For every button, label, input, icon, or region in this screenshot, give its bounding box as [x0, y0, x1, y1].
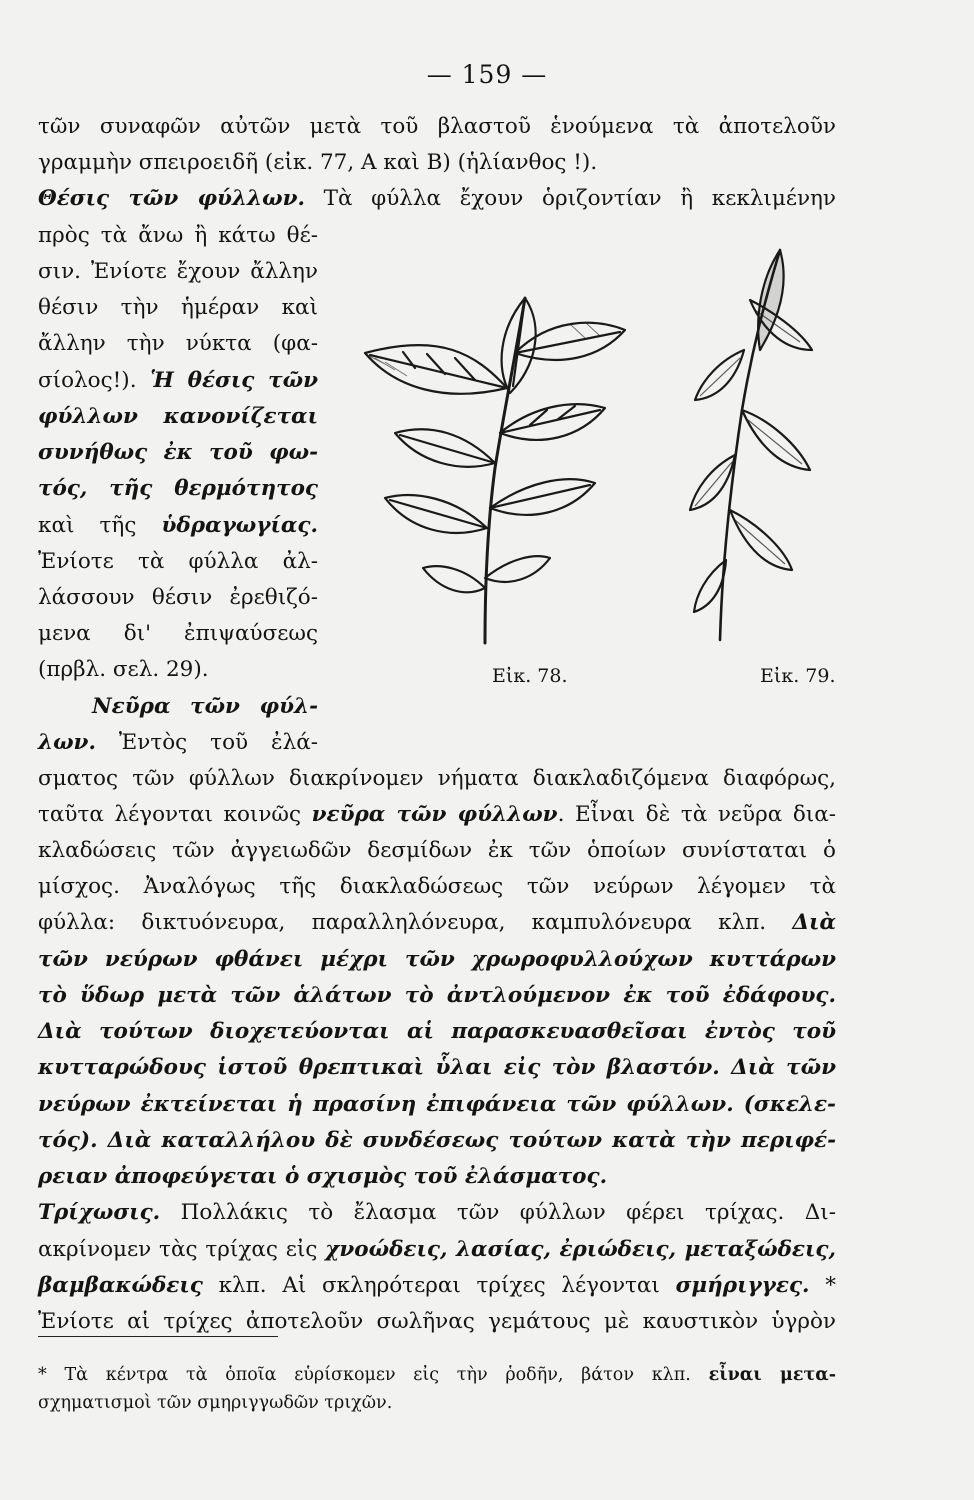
text-span: (πρβλ. σελ. 29).: [38, 657, 209, 682]
text-line: [38, 1198, 836, 1228]
text-line: [38, 474, 318, 504]
figure-79-narrow-branch: [680, 240, 830, 645]
text-span: τός). Διὰ καταλλήλου δὲ συνδέσεως τούτων κατὰ τὴν περιφέ-: [38, 1128, 836, 1153]
text-line: [38, 257, 318, 287]
figure-78-caption: Εἰκ. 78.: [492, 665, 568, 687]
text-span: ἄλλην τὴν νύκτα (φα-: [38, 331, 318, 356]
text-span: Διὰ: [792, 910, 836, 935]
text-span: κλπ. Αἱ σκληρότεραι τρίχες λέγονται: [202, 1273, 676, 1298]
text-line: [38, 583, 318, 613]
text-span: Τὰ φύλλα ἔχουν ὁριζοντίαν ἢ κεκλιμένην: [305, 186, 836, 211]
text-span: Πολλάκις τὸ ἔλασμα τῶν φύλλων φέρει τρίχας. Δι-: [160, 1200, 836, 1225]
footnote-line: [38, 1390, 836, 1416]
text-line: [38, 1017, 836, 1047]
text-span: ρειαν ἀποφεύγεται ὁ σχισμὸς τοῦ ἐλάσματος.: [38, 1164, 608, 1189]
text-span: . Εἶναι δὲ τὰ νεῦρα δια-: [557, 802, 837, 827]
text-span: σίολος!).: [38, 368, 137, 393]
text-line: [38, 908, 836, 938]
text-span: εἶναι μετα-: [708, 1365, 836, 1385]
text-line: [38, 619, 318, 649]
text-line: [38, 366, 318, 396]
text-span: τῶν νεύρων φθάνει μέχρι τῶν χρωροφυλλούχων κυττάρων: [38, 947, 836, 972]
text-span: κλαδώσεις τῶν ἀγγειωδῶν δεσμίδων ἐκ τῶν ὁποίων συνίσταται ὁ: [38, 838, 836, 863]
text-span: θέσιν τὴν ἡμέραν καὶ: [38, 295, 318, 320]
text-line: [38, 329, 318, 359]
page-number: — 159 —: [426, 60, 548, 89]
text-span: γραμμὴν σπειροειδῆ (εἰκ. 77, Α καὶ Β) (ἡλίανθος !).: [38, 150, 598, 175]
text-line: [38, 764, 836, 794]
text-span: λων.: [38, 730, 96, 755]
text-line: [38, 1090, 836, 1120]
text-span: Ἐντὸς τοῦ ἐλά-: [95, 730, 318, 755]
footnote-marker: *: [809, 1273, 836, 1298]
text-span: σματος τῶν φύλλων διακρίνομεν νήματα διακλαδιζόμενα διαφόρως,: [38, 766, 836, 791]
text-line: [38, 728, 318, 758]
figure-78-leafy-branch: [335, 258, 645, 648]
text-span: χνοώδεις, λασίας, ἐριώδεις, μεταξώδεις,: [325, 1237, 836, 1262]
text-span: Ἐνίοτε τὰ φύλλα ἀλ-: [38, 549, 318, 574]
text-line: [38, 655, 318, 685]
text-span: ακρίνομεν τὰς τρίχας εἰς: [38, 1237, 326, 1262]
text-span: τὸ ὕδωρ μετὰ τῶν ἁλάτων τὸ ἀντλούμενον ἐκ τοῦ ἐδάφους.: [38, 983, 836, 1008]
text-span: * Τὰ κέντρα τὰ ὁποῖα εὑρίσκομεν εἰς τὴν ῥοδῆν, βάτον κλπ.: [38, 1365, 709, 1385]
text-line: [38, 1235, 836, 1265]
section-heading-leaf-position: Θέσις τῶν φύλλων.: [38, 186, 305, 211]
text-span: μίσχος. Ἀναλόγως τῆς διακλαδώσεως τῶν νεύρων λέγομεν τὰ: [38, 874, 836, 899]
text-line: [38, 293, 318, 323]
text-line: [38, 402, 318, 432]
text-span: τός, τῆς θερμότητος: [38, 476, 318, 501]
text-span: νεῦρα τῶν φύλλων: [311, 802, 558, 827]
text-span: φύλλα: δικτυόνευρα, παραλληλόνευρα, καμπυλόνευρα κλπ.: [38, 910, 793, 935]
text-line: [38, 184, 836, 214]
text-span: νεύρων ἐκτείνεται ἡ πρασίνη ἐπιφάνεια τῶν φύλλων. (σκελε-: [38, 1092, 836, 1117]
section-heading-leaf-veins: [92, 692, 318, 722]
footnote-divider: [38, 1336, 278, 1337]
text-span: μενα δι' ἐπιψαύσεως: [38, 621, 318, 646]
text-span: ταῦτα λέγονται κοινῶς: [38, 802, 312, 827]
text-line: [38, 112, 836, 142]
text-span: σιν. Ἐνίοτε ἔχουν ἄλλην: [38, 259, 318, 284]
text-line: [38, 221, 318, 251]
text-line: [38, 148, 836, 178]
text-span: Ἡ θέσις τῶν: [136, 368, 318, 393]
text-span: Νεῦρα τῶν φύλ-: [92, 694, 318, 719]
text-span: φύλλων κανονίζεται: [38, 404, 318, 429]
text-line: [38, 1271, 836, 1301]
section-heading-hairiness: Τρίχωσις.: [38, 1200, 161, 1225]
text-span: σμήριγγες.: [675, 1273, 810, 1298]
text-span: ὑδραγωγίας.: [161, 513, 318, 538]
text-span: σχηματισμοὶ τῶν σμηριγγωδῶν τριχῶν.: [38, 1393, 393, 1413]
text-line: [38, 872, 836, 902]
text-span: καὶ τῆς: [38, 513, 162, 538]
text-line: [38, 547, 318, 577]
text-line: [38, 1126, 836, 1156]
text-line: [38, 800, 836, 830]
text-line: [38, 511, 318, 541]
text-span: κυτταρώδους ἱστοῦ θρεπτικαὶ ὗλαι εἰς τὸν βλαστόν. Διὰ τῶν: [38, 1055, 836, 1080]
text-line: [38, 1307, 836, 1337]
text-line: [38, 1053, 836, 1083]
text-line: [38, 836, 836, 866]
text-span: Ἐνίοτε αἱ τρίχες ἀποτελοῦν σωλῆνας γεμάτους μὲ καυστικὸν ὑγρὸν: [38, 1309, 836, 1334]
text-span: λάσσουν θέσιν ἐρεθιζό-: [38, 585, 318, 610]
text-span: τῶν συναφῶν αὐτῶν μετὰ τοῦ βλαστοῦ ἑνούμενα τὰ ἀποτελοῦν: [38, 114, 836, 139]
footnote-line: [38, 1362, 836, 1388]
text-line: [38, 981, 836, 1011]
text-span: συνήθως ἐκ τοῦ φω-: [38, 440, 318, 465]
text-line: [38, 438, 318, 468]
text-line: [38, 945, 836, 975]
figure-79-caption: Εἰκ. 79.: [760, 665, 836, 687]
text-span: βαμβακώδεις: [38, 1273, 203, 1298]
text-span: Διὰ τούτων διοχετεύονται αἱ παρασκευασθεῖσαι ἐντὸς τοῦ: [38, 1019, 836, 1044]
text-line: [38, 1162, 836, 1192]
text-span: πρὸς τὰ ἄνω ἢ κάτω θέ-: [38, 223, 318, 248]
